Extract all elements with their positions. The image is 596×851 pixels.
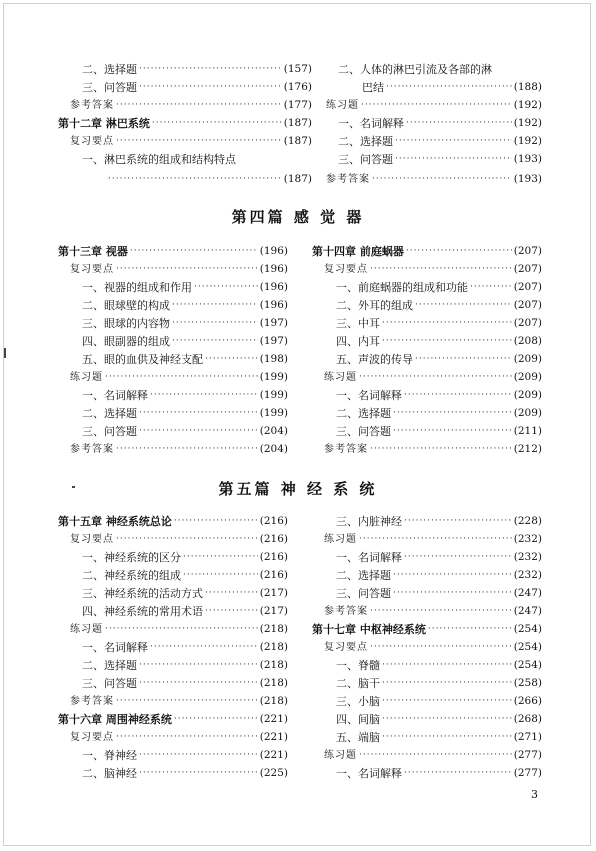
toc-entry[interactable]: 一、神经系统的区分 ····· (216)	[58, 548, 288, 564]
toc-entry[interactable]: 复习要点 ····· (254)	[312, 638, 542, 654]
toc-chapter-entry[interactable]: 第十四章 前庭蜗器 ····· (207)	[312, 242, 542, 258]
toc-entry[interactable]: 四、内耳 ····· (208)	[312, 332, 542, 348]
toc-entry[interactable]: 二、选择题 ····· (199)	[58, 404, 288, 420]
toc-entry[interactable]: 一、名词解释 ····· (199)	[58, 386, 288, 402]
toc-entry[interactable]: 二、选择题 ····· (218)	[58, 656, 288, 672]
toc-entry[interactable]: 二、选择题 ····· (192)	[314, 132, 542, 148]
toc-entry[interactable]: 参考答案 ····· (212)	[312, 440, 542, 456]
toc-entry[interactable]: 三、问答题 ····· (176)	[58, 78, 312, 94]
toc-entry[interactable]: 四、眼副器的组成 ····· (197)	[58, 332, 288, 348]
toc-entry[interactable]: 练习题 ····· (277)	[312, 746, 542, 762]
toc-entry[interactable]: 复习要点 ····· (187)	[58, 132, 312, 148]
toc-entry[interactable]: 一、名词解释 ····· (232)	[312, 548, 542, 564]
toc-entry[interactable]: 练习题 ····· (192)	[314, 96, 542, 112]
toc-entry[interactable]: 三、中耳 ····· (207)	[312, 314, 542, 330]
toc-entry[interactable]: 一、名词解释 ····· (192)	[314, 114, 542, 130]
toc-chapter-entry[interactable]: 第十七章 中枢神经系统 ····· (254)	[312, 620, 542, 636]
print-speck	[72, 486, 75, 488]
toc-entry[interactable]: 一、视器的组成和作用 ····· (196)	[58, 278, 288, 294]
toc-entry[interactable]: 二、人体的淋巴引流及各部的淋	[338, 63, 492, 76]
toc-entry[interactable]: 二、外耳的组成 ····· (207)	[312, 296, 542, 312]
toc-entry-continuation[interactable]: 巴结 ····· (188)	[314, 78, 542, 94]
part-title: 第五篇 神 经 系 统	[218, 480, 378, 498]
toc-entry[interactable]: 参考答案 ····· (218)	[58, 692, 288, 708]
toc-entry[interactable]: 一、名词解释 ····· (218)	[58, 638, 288, 654]
toc-chapter-entry[interactable]: 第十二章 淋巴系统 ····· (187)	[58, 114, 312, 130]
toc-entry[interactable]: 二、选择题 ····· (157)	[58, 60, 312, 76]
toc-entry[interactable]: 三、问答题 ····· (204)	[58, 422, 288, 438]
toc-entry[interactable]: 一、前庭蜗器的组成和功能 ····· (207)	[312, 278, 542, 294]
toc-entry[interactable]: 五、端脑 ····· (271)	[312, 728, 542, 744]
toc-entry[interactable]: 复习要点 ····· (221)	[58, 728, 288, 744]
toc-entry[interactable]: 三、内脏神经 ····· (228)	[312, 512, 542, 528]
toc-entry[interactable]: 三、眼球的内容物 ····· (197)	[58, 314, 288, 330]
toc-entry[interactable]: 练习题 ····· (209)	[312, 368, 542, 384]
toc-entry[interactable]: 练习题 ····· (218)	[58, 620, 288, 636]
toc-entry[interactable]: 参考答案 ····· (247)	[312, 602, 542, 618]
toc-entry[interactable]: 二、脑干 ····· (258)	[312, 674, 542, 690]
toc-entry-continuation[interactable]: ····· (187)	[58, 170, 312, 186]
toc-entry[interactable]: 参考答案 ····· (204)	[58, 440, 288, 456]
toc-entry[interactable]: 参考答案 ····· (177)	[58, 96, 312, 112]
page-number: 3	[531, 788, 538, 801]
part-title: 第四篇 感 觉 器	[231, 208, 365, 226]
toc-entry[interactable]: 一、脊神经 ····· (221)	[58, 746, 288, 762]
toc-entry[interactable]: 五、声波的传导 ····· (209)	[312, 350, 542, 366]
toc-chapter-entry[interactable]: 第十六章 周围神经系统 ····· (221)	[58, 710, 288, 726]
toc-entry[interactable]: 二、眼球壁的构成 ····· (196)	[58, 296, 288, 312]
toc-entry[interactable]: 三、问答题 ····· (218)	[58, 674, 288, 690]
toc-entry[interactable]: 四、神经系统的常用术语 ····· (217)	[58, 602, 288, 618]
toc-chapter-entry[interactable]: 第十三章 视器 ····· (196)	[58, 242, 288, 258]
toc-entry[interactable]: 二、脑神经 ····· (225)	[58, 764, 288, 780]
toc-entry[interactable]: 练习题 ····· (232)	[312, 530, 542, 546]
toc-entry[interactable]: 三、问答题 ····· (247)	[312, 584, 542, 600]
toc-entry[interactable]: 三、问答题 ····· (211)	[312, 422, 542, 438]
toc-entry[interactable]: 参考答案 ····· (193)	[314, 170, 542, 186]
toc-entry[interactable]: 练习题 ····· (199)	[58, 368, 288, 384]
toc-entry[interactable]: 五、眼的血供及神经支配 ····· (198)	[58, 350, 288, 366]
toc-entry[interactable]: 三、神经系统的活动方式 ····· (217)	[58, 584, 288, 600]
toc-entry[interactable]: 二、选择题 ····· (209)	[312, 404, 542, 420]
toc-entry[interactable]: 三、问答题 ····· (193)	[314, 150, 542, 166]
toc-entry[interactable]: 一、名词解释 ····· (209)	[312, 386, 542, 402]
toc-entry[interactable]: 一、淋巴系统的组成和结构特点	[82, 153, 236, 166]
toc-entry[interactable]: 复习要点 ····· (207)	[312, 260, 542, 276]
toc-entry[interactable]: 复习要点 ····· (196)	[58, 260, 288, 276]
toc-entry[interactable]: 四、间脑 ····· (268)	[312, 710, 542, 726]
toc-entry[interactable]: 三、小脑 ····· (266)	[312, 692, 542, 708]
toc-entry[interactable]: 一、脊髓 ····· (254)	[312, 656, 542, 672]
toc-entry[interactable]: 复习要点 ····· (216)	[58, 530, 288, 546]
toc-entry[interactable]: 二、选择题 ····· (232)	[312, 566, 542, 582]
toc-chapter-entry[interactable]: 第十五章 神经系统总论 ····· (216)	[58, 512, 288, 528]
toc-entry[interactable]: 二、神经系统的组成 ····· (216)	[58, 566, 288, 582]
toc-entry[interactable]: 一、名词解释 ····· (277)	[312, 764, 542, 780]
print-speck	[4, 348, 6, 358]
